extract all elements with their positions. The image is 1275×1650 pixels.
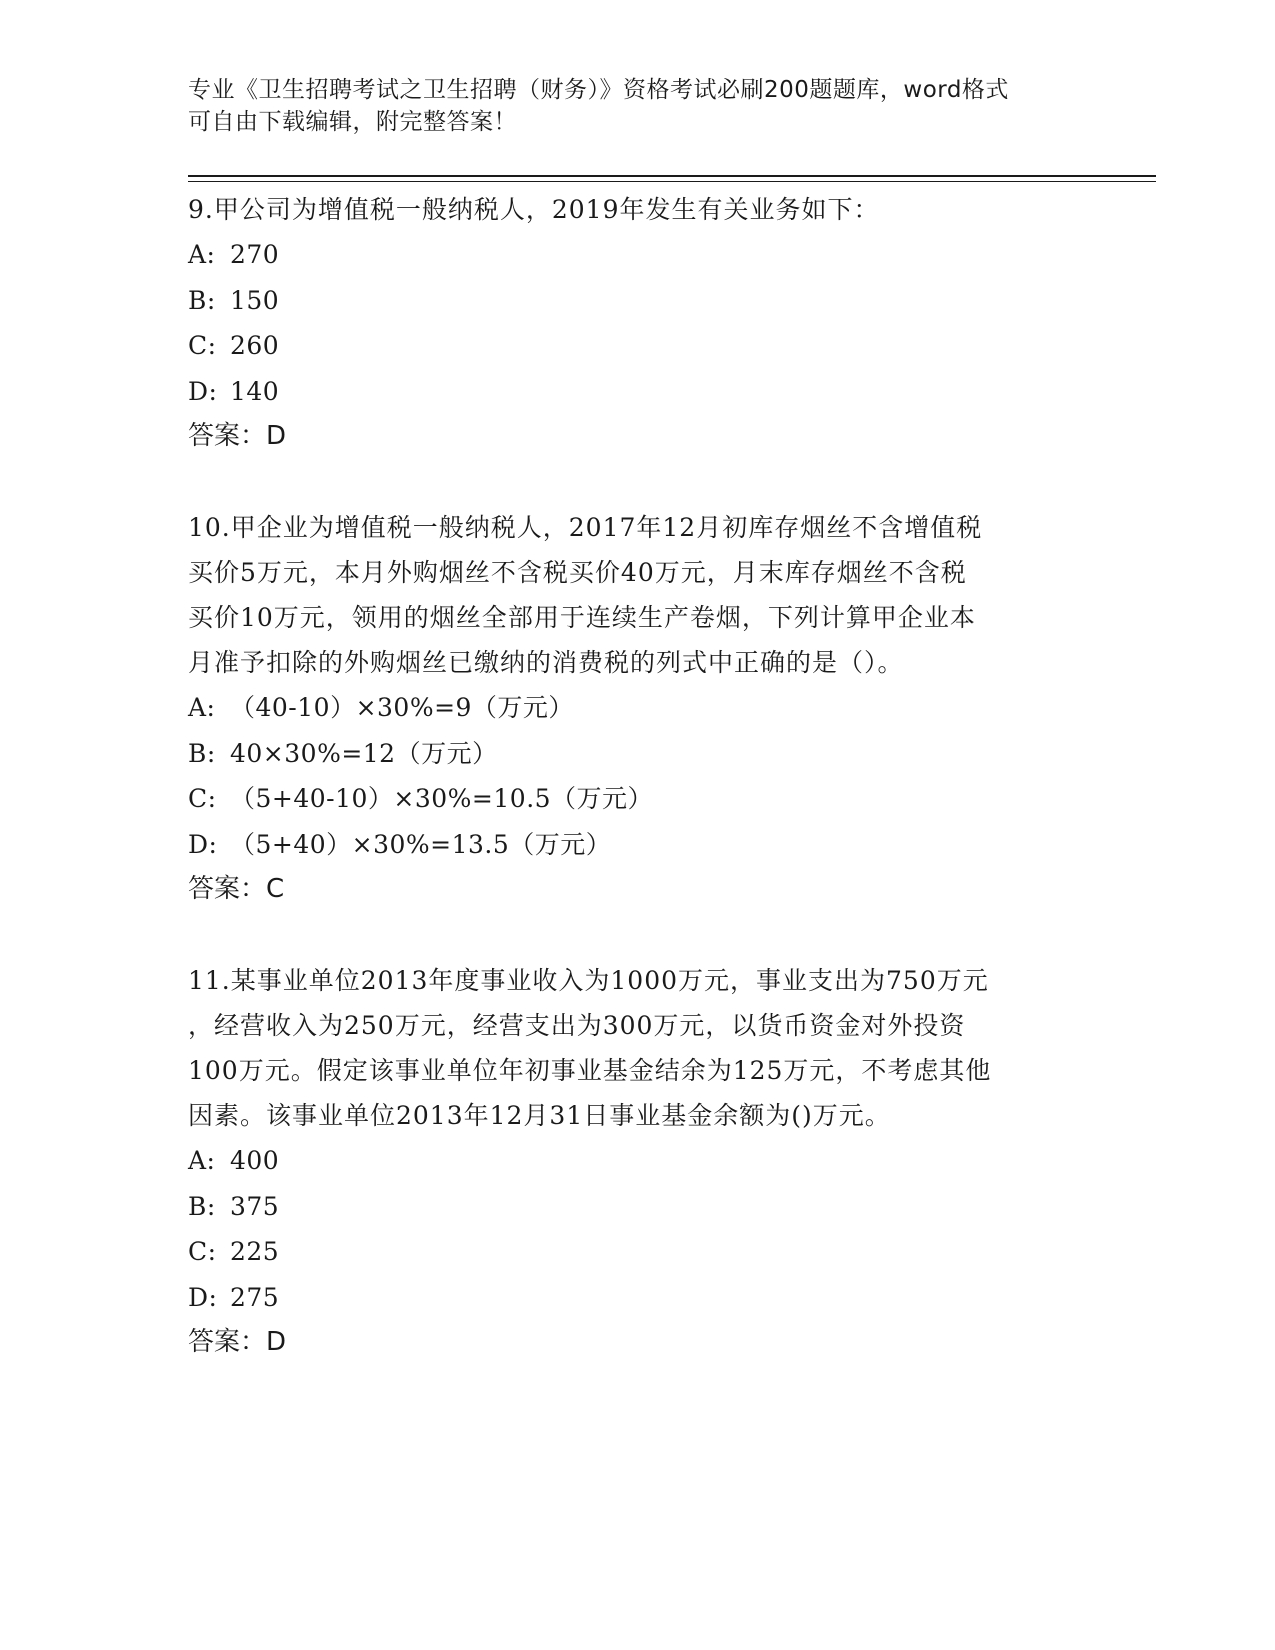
stem-line: 9.甲公司为增值税一般纳税人，2019年发生有关业务如下： [188,195,880,224]
option-letter: A: [188,693,216,722]
option-text: 275 [230,1282,280,1312]
option-a [188,685,1068,731]
answer-line: 答案：C [188,874,285,904]
option-d [188,1275,1068,1321]
header-line-2: 可自由下载编辑，附完整答案！ [188,109,517,135]
stem-line: 因素。该事业单位2013年12月31日事业基金余额为()万元。 [188,1101,891,1130]
option-letter: D: [188,829,218,859]
option-a [188,1138,1068,1184]
option-text: 400 [230,1146,280,1175]
option-text: 260 [230,331,280,360]
stem-line: 买价10万元，领用的烟丝全部用于连续生产卷烟，下列计算甲企业本 [188,603,976,632]
header-line-1: 专业《卫生招聘考试之卫生招聘（财务）》资格考试必刷200题题库，word格式 [188,77,1009,103]
option-text: 225 [230,1237,280,1266]
option-c [188,1229,1068,1275]
option-text: 375 [230,1191,280,1221]
option-letter: B: [188,285,216,315]
option-b [188,278,1068,324]
option-text: （5+40-10）×30%=10.5（万元） [230,784,654,813]
option-b [188,1184,1068,1230]
option-text: （5+40）×30%=13.5（万元） [230,829,612,859]
option-letter: B: [188,1191,216,1221]
option-c [188,776,1068,822]
question-stem [188,958,1068,1138]
question-item [188,505,1068,912]
question-item [188,958,1068,1365]
answer-line: 答案：D [188,1327,287,1357]
option-letter: D: [188,1282,218,1312]
question-stem [188,187,1068,232]
stem-line: 11.某事业单位2013年度事业收入为1000万元，事业支出为750万元 [188,966,989,995]
question-list [188,187,1068,1365]
option-a [188,232,1068,278]
option-letter: A: [188,240,216,269]
option-text: （40-10）×30%=9（万元） [230,693,574,722]
question-spacer [188,912,1068,958]
option-letter: A: [188,1146,216,1175]
option-letter: C: [188,784,217,813]
option-letter: D: [188,376,218,406]
stem-line: 10.甲企业为增值税一般纳税人，2017年12月初库存烟丝不含增值税 [188,513,983,542]
stem-line: ，经营收入为250万元，经营支出为300万元，以货币资金对外投资 [188,1011,966,1040]
question-stem [188,505,1068,685]
option-text: 150 [230,285,280,315]
question-item [188,187,1068,459]
option-text: 40×30%=12（万元） [230,738,498,768]
stem-line: 买价5万元，本月外购烟丝不含税买价40万元，月末库存烟丝不含税 [188,558,967,587]
answer-line: 答案：D [188,421,287,451]
option-d [188,822,1068,868]
header-divider-thin [188,181,1156,182]
option-letter: B: [188,738,216,768]
option-letter: C: [188,331,217,360]
option-text: 270 [230,240,280,269]
option-letter: C: [188,1237,217,1266]
stem-line: 月准予扣除的外购烟丝已缴纳的消费税的列式中正确的是（）。 [188,648,904,677]
stem-line: 100万元。假定该事业单位年初事业基金结余为125万元，不考虑其他 [188,1056,992,1085]
question-spacer [188,459,1068,505]
option-d [188,369,1068,415]
option-c [188,323,1068,369]
option-b [188,731,1068,777]
header-divider-thick [188,175,1156,177]
document-header [188,74,1068,138]
option-text: 140 [230,376,280,406]
